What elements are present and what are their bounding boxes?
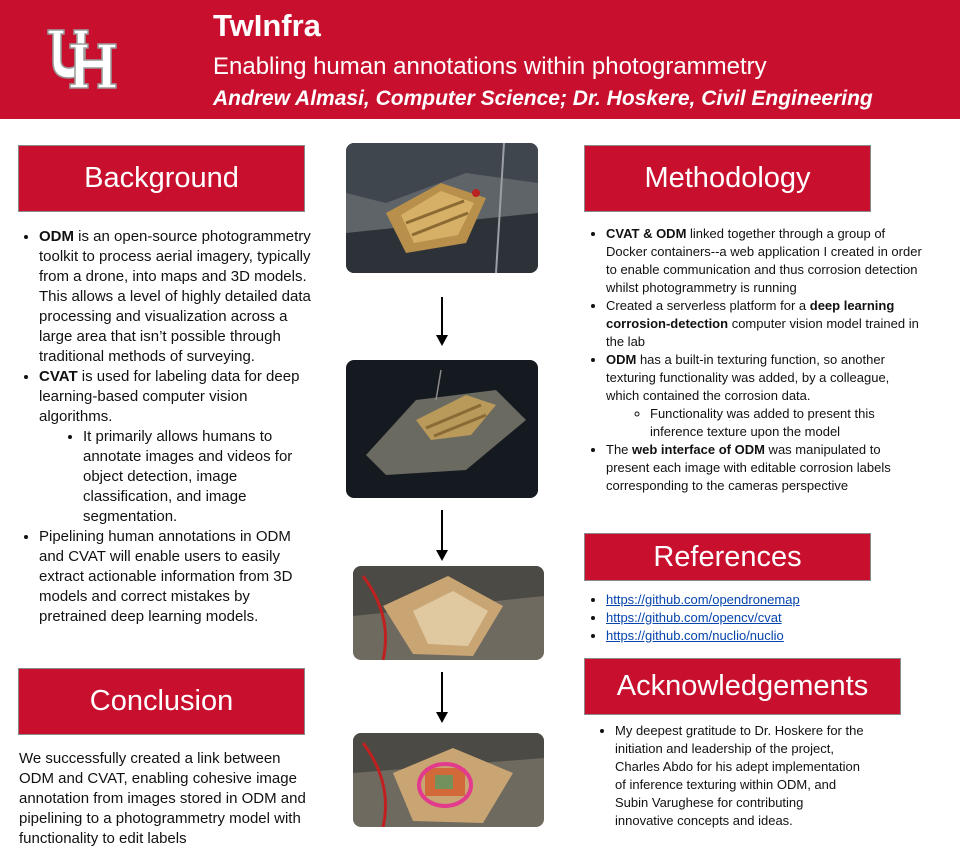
background-bullet-odm: • ODM is an open-source photogrammetry toolkit to process aerial imagery, typically from a drone, into maps and 3D models. This allows a level of highly detailed data processing and visualization across a large area that isn’t possible through traditional methods of surveying. (39, 227, 319, 367)
textured-3d-model (346, 360, 538, 498)
methodology-heading-box (584, 145, 871, 212)
pipeline-arrowhead-3 (436, 712, 448, 723)
background-subbullet-cvat: • It primarily allows humans to annotate images and videos for object detection, image classification, and image segmentation. (83, 427, 319, 527)
corrosion-detected-photo (353, 733, 544, 827)
poster-authors: Andrew Almasi, Computer Science; Dr. Hoskere, Civil Engineering (213, 87, 873, 110)
reference-item (606, 609, 906, 627)
background-bullet-pipeline: • Pipelining human annotations in ODM and CVAT will enable users to easily extract actionable information from 3D models and correct mistakes by pretrained deep learning models. (39, 527, 319, 627)
uh-logo-icon (44, 24, 120, 94)
references-list (586, 591, 906, 645)
pipeline-arrow-1 (441, 297, 443, 335)
reference-item (606, 591, 906, 609)
conclusion-text: We successfully created a link between ODM and CVAT, enabling cohesive image annotation from images stored in ODM and pipelining to a photogrammetry model with functionality to edit labels (19, 750, 306, 847)
reference-item (606, 627, 906, 645)
corrosion-closeup-photo (353, 566, 544, 660)
references-heading: References (653, 540, 802, 573)
acknowledgements-heading-box (584, 658, 901, 715)
pipeline-arrow-3 (441, 672, 443, 712)
drone-photo-pipe (346, 143, 538, 273)
poster-subtitle: Enabling human annotations within photogrammetry (213, 53, 767, 80)
references-heading-box (584, 533, 871, 581)
methodology-bullet-serverless: • Created a serverless platform for a deep learning corrosion-detection computer vision model trained in the lab (606, 297, 924, 351)
methodology-heading: Methodology (644, 162, 811, 194)
poster-title: TwInfra (213, 8, 321, 43)
conclusion-heading-box (18, 668, 305, 735)
pipeline-arrowhead-2 (436, 550, 448, 561)
reference-link-cvat[interactable]: https://github.com/opencv/cvat (606, 610, 782, 625)
pipeline-arrow-2 (441, 510, 443, 550)
reference-link-odm[interactable]: https://github.com/opendronemap (606, 592, 800, 607)
conclusion-heading: Conclusion (89, 685, 234, 717)
methodology-subbullet-texture: ◦ Functionality was added to present this inference texture upon the model (650, 405, 924, 441)
methodology-body (586, 225, 924, 495)
methodology-bullet-texturing: • ODM has a built-in texturing function, so another texturing functionality was added, by a colleague, which contained the corrosion data. ◦ Functionality was added to present this inference texture upon the model (606, 351, 924, 441)
acknowledgements-body (595, 722, 865, 830)
methodology-bullet-link: • CVAT & ODM linked together through a group of Docker containers--a web application I created in order to enable communication and thus corrosion detection whilst photogrammetry is running (606, 225, 924, 297)
acknowledgements-heading: Acknowledgements (616, 670, 869, 702)
background-heading-box (18, 145, 305, 212)
background-bullet-cvat: • CVAT is used for labeling data for deep learning-based computer vision algorithms. • It primarily allows humans to annotate images and videos for object detection, image classification, and image segmentation. (39, 367, 319, 527)
background-body (19, 227, 319, 627)
reference-link-nuclio[interactable]: https://github.com/nuclio/nuclio (606, 628, 784, 643)
poster-header (0, 0, 960, 119)
methodology-bullet-web: • The web interface of ODM was manipulated to present each image with editable corrosion labels corresponding to the cameras perspective (606, 441, 924, 495)
acknowledgements-text: • My deepest gratitude to Dr. Hoskere for the initiation and leadership of the project, Charles Abdo for his adept implementation of inference texturing within ODM, and Subin Varughese for contributing innovative concepts and ideas. (615, 722, 865, 830)
background-heading: Background (84, 162, 239, 194)
pipeline-arrowhead-1 (436, 335, 448, 346)
